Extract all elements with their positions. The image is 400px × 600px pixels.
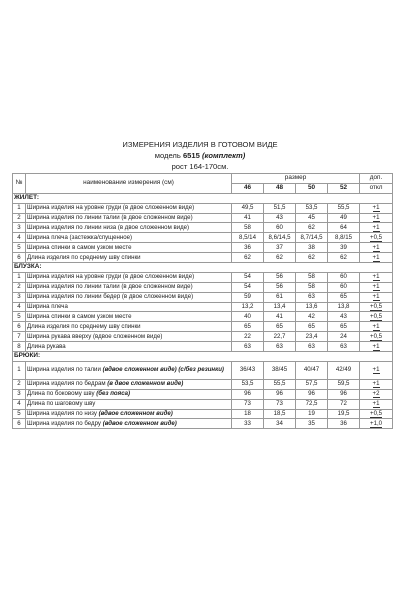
row-name-cell	[26, 332, 232, 342]
tolerance-value: +0,5	[370, 303, 383, 311]
value-cell: 23,4	[296, 332, 328, 342]
value-cell: 13,4	[264, 302, 296, 312]
tolerance-cell	[360, 342, 393, 352]
header-number: №	[13, 174, 26, 194]
row-number: 2	[13, 282, 26, 292]
value-cell: 65	[328, 292, 360, 302]
value-cell: 51,5	[264, 203, 296, 213]
row-name: Ширина изделия по линии талии (в двое сложенном виде)	[27, 283, 193, 291]
row-number: 2	[13, 379, 26, 389]
section-title: ЖИЛЕТ:	[13, 193, 393, 203]
table-row	[13, 322, 393, 332]
tolerance-value: +1	[372, 380, 380, 388]
value-cell: 19	[296, 409, 328, 419]
value-cell: 8,6/14,5	[264, 233, 296, 243]
row-name-cell	[26, 272, 232, 282]
row-name: Ширина изделия по бедру	[27, 419, 101, 427]
row-name: Длина рукава	[27, 342, 66, 350]
value-cell: 43	[328, 312, 360, 322]
value-cell: 61	[264, 292, 296, 302]
tolerance-cell	[360, 302, 393, 312]
value-cell: 55,5	[264, 379, 296, 389]
tolerance-value: +0,5	[370, 332, 383, 340]
table-row	[13, 379, 393, 389]
row-name-cell	[26, 203, 232, 213]
row-name: Ширина рукава вверху (вдвое сложенном виде)	[27, 332, 163, 340]
row-number: 6	[13, 253, 26, 263]
table-row	[13, 292, 393, 302]
row-number: 1	[13, 272, 26, 282]
row-number: 1	[13, 361, 26, 379]
tolerance-value: +1	[372, 366, 380, 374]
table-row	[13, 302, 393, 312]
value-cell: 38	[296, 243, 328, 253]
value-cell: 54	[232, 282, 264, 292]
row-name-note: (вдвое сложенном виде) (с/без резинки)	[102, 366, 224, 374]
header-size: размер	[232, 174, 360, 184]
value-cell: 49,5	[232, 203, 264, 213]
tolerance-cell	[360, 292, 393, 302]
value-cell: 96	[328, 389, 360, 399]
row-number: 6	[13, 322, 26, 332]
tolerance-value: +1	[372, 283, 380, 291]
value-cell: 58	[232, 223, 264, 233]
tolerance-cell	[360, 213, 393, 223]
row-number: 6	[13, 419, 26, 429]
row-name-note: (вдвое сложенном виде)	[102, 419, 177, 427]
value-cell: 56	[264, 282, 296, 292]
measurements-table	[12, 173, 393, 429]
row-name-cell	[26, 233, 232, 243]
row-name: Ширина изделия по низу	[27, 410, 97, 418]
value-cell: 40/47	[296, 361, 328, 379]
row-name-note: (в двое сложенном виде)	[107, 380, 184, 388]
tolerance-value: +1	[372, 223, 380, 231]
table-row	[13, 409, 393, 419]
value-cell: 49	[328, 213, 360, 223]
value-cell: 34	[264, 419, 296, 429]
table-row	[13, 282, 393, 292]
tolerance-value: +1	[372, 273, 380, 281]
tolerance-value: +1	[372, 400, 380, 408]
value-cell: 65	[328, 322, 360, 332]
value-cell: 36	[232, 243, 264, 253]
value-cell: 60	[328, 282, 360, 292]
value-cell: 40	[232, 312, 264, 322]
size-cell: 50	[296, 183, 328, 193]
value-cell: 62	[328, 253, 360, 263]
value-cell: 65	[264, 322, 296, 332]
section-title: БРЮКИ:	[13, 352, 393, 362]
value-cell: 37	[264, 243, 296, 253]
row-name-note: (вдвое сложенном виде)	[98, 410, 173, 418]
row-number: 3	[13, 389, 26, 399]
value-cell: 55,5	[328, 203, 360, 213]
row-number: 7	[13, 332, 26, 342]
row-name-cell	[26, 322, 232, 332]
tolerance-cell	[360, 282, 393, 292]
value-cell: 64	[328, 223, 360, 233]
table-row	[13, 272, 393, 282]
table-row	[13, 342, 393, 352]
row-number: 5	[13, 312, 26, 322]
value-cell: 57,5	[296, 379, 328, 389]
table-row	[13, 253, 393, 263]
row-name: Ширина изделия по талии	[27, 366, 101, 374]
value-cell: 22,7	[264, 332, 296, 342]
tolerance-cell	[360, 322, 393, 332]
value-cell: 8,8/15	[328, 233, 360, 243]
tolerance-value: +1,0	[370, 419, 383, 427]
row-name: Ширина спинки в самом узком месте	[27, 312, 132, 320]
value-cell: 8,7/14,5	[296, 233, 328, 243]
row-name: Ширина изделия по линии бедер (в двое сложенном виде)	[27, 293, 194, 301]
table-row	[13, 203, 393, 213]
tolerance-cell	[360, 379, 393, 389]
row-name: Ширина изделия на уровне груди (в двое сложенном виде)	[27, 273, 195, 281]
row-name: Ширина изделия на уровне груди (в двое сложенном виде)	[27, 204, 195, 212]
value-cell: 96	[296, 389, 328, 399]
value-cell: 8,5/14	[232, 233, 264, 243]
value-cell: 96	[232, 389, 264, 399]
value-cell: 62	[296, 253, 328, 263]
row-name: Длина изделия по среднему шву спинки	[27, 253, 141, 261]
value-cell: 39	[328, 243, 360, 253]
table-row	[13, 223, 393, 233]
row-name: Ширина спинки в самом узком месте	[27, 243, 132, 251]
tolerance-value: +1	[372, 243, 380, 251]
row-name: Ширина плеча (застежка/спущенное)	[27, 233, 133, 241]
value-cell: 41	[264, 312, 296, 322]
tolerance-cell	[360, 332, 393, 342]
row-name-cell	[26, 223, 232, 233]
value-cell: 58	[296, 282, 328, 292]
row-number: 4	[13, 233, 26, 243]
section-row	[13, 263, 393, 273]
row-name-cell	[26, 253, 232, 263]
row-number: 8	[13, 342, 26, 352]
size-cell: 48	[264, 183, 296, 193]
row-name-cell	[26, 282, 232, 292]
section-title: БЛУЗКА:	[13, 263, 393, 273]
tolerance-value: +1	[372, 253, 380, 261]
tolerance-value: +1	[372, 214, 380, 221]
row-name-cell	[26, 361, 232, 379]
row-name: Ширина изделия по линии низа (в двое сложенном виде)	[27, 223, 190, 231]
row-name: Длина по шаговому шву	[27, 400, 96, 408]
tolerance-value: +1	[372, 342, 380, 350]
table-row	[13, 419, 393, 429]
value-cell: 63	[296, 342, 328, 352]
size-cell: 52	[328, 183, 360, 193]
tolerance-cell	[360, 223, 393, 233]
row-name: Ширина изделия по линии талии (в двое сложенном виде)	[27, 214, 193, 221]
value-cell: 42/49	[328, 361, 360, 379]
row-number: 3	[13, 292, 26, 302]
value-cell: 63	[328, 342, 360, 352]
row-name-cell	[26, 312, 232, 322]
model-number: 6515	[182, 151, 200, 160]
header-tolerance-1: доп.	[360, 174, 393, 184]
value-cell: 63	[232, 342, 264, 352]
row-number: 3	[13, 223, 26, 233]
value-cell: 62	[264, 253, 296, 263]
value-cell: 58	[296, 272, 328, 282]
table-row	[13, 399, 393, 409]
row-name-note: (без пояса)	[96, 390, 131, 398]
value-cell: 59	[232, 292, 264, 302]
tolerance-cell	[360, 419, 393, 429]
table-body	[13, 174, 393, 429]
value-cell: 41	[232, 213, 264, 223]
tolerance-cell	[360, 243, 393, 253]
table-row	[13, 243, 393, 253]
tolerance-cell	[360, 272, 393, 282]
value-cell: 45	[296, 213, 328, 223]
row-name-cell	[26, 243, 232, 253]
value-cell: 62	[232, 253, 264, 263]
row-number: 5	[13, 409, 26, 419]
table-row	[13, 389, 393, 399]
table-row	[13, 361, 393, 379]
page-title: ИЗМЕРЕНИЯ ИЗДЕЛИЯ В ГОТОВОМ ВИДЕ	[122, 140, 278, 149]
value-cell: 33	[232, 419, 264, 429]
value-cell: 42	[296, 312, 328, 322]
row-number: 4	[13, 399, 26, 409]
value-cell: 96	[264, 389, 296, 399]
section-row	[13, 352, 393, 362]
tolerance-cell	[360, 312, 393, 322]
value-cell: 63	[264, 342, 296, 352]
tolerance-value: +1	[372, 204, 380, 212]
value-cell: 72	[328, 399, 360, 409]
tolerance-cell	[360, 409, 393, 419]
value-cell: 13,6	[296, 302, 328, 312]
row-number: 4	[13, 302, 26, 312]
model-line	[0, 150, 400, 161]
size-cell: 46	[232, 183, 264, 193]
row-name: Длина изделия по среднему шву спинки	[27, 322, 141, 330]
section-row	[13, 193, 393, 203]
tolerance-value: +0,5	[370, 410, 383, 418]
row-name-cell	[26, 419, 232, 429]
value-cell: 60	[328, 272, 360, 282]
tolerance-value: +0,5	[370, 312, 383, 320]
value-cell: 53,5	[232, 379, 264, 389]
table-row	[13, 312, 393, 322]
value-cell: 18,5	[264, 409, 296, 419]
tolerance-cell	[360, 253, 393, 263]
row-name-cell	[26, 399, 232, 409]
table-row	[13, 233, 393, 243]
row-name-cell	[26, 302, 232, 312]
value-cell: 18	[232, 409, 264, 419]
row-number: 5	[13, 243, 26, 253]
height-line: рост 164-170см.	[171, 162, 229, 171]
value-cell: 36	[328, 419, 360, 429]
value-cell: 38/45	[264, 361, 296, 379]
row-number: 1	[13, 203, 26, 213]
row-name: Ширина изделия по бедрам	[27, 380, 106, 388]
tolerance-cell	[360, 389, 393, 399]
table-row	[13, 213, 393, 223]
value-cell: 62	[296, 223, 328, 233]
value-cell: 65	[296, 322, 328, 332]
row-name-cell	[26, 342, 232, 352]
tolerance-cell	[360, 399, 393, 409]
value-cell: 56	[264, 272, 296, 282]
row-number: 2	[13, 213, 26, 223]
value-cell: 19,5	[328, 409, 360, 419]
row-name: Длина по боковому шву	[27, 390, 95, 398]
row-name: Ширина плеча	[27, 303, 68, 311]
value-cell: 36/43	[232, 361, 264, 379]
tolerance-cell	[360, 361, 393, 379]
header-name: наименование измерения (см)	[26, 174, 232, 194]
value-cell: 13,8	[328, 302, 360, 312]
value-cell: 73	[264, 399, 296, 409]
model-note: (комплект)	[201, 151, 246, 160]
table-row	[13, 332, 393, 342]
tolerance-value: +1	[372, 293, 380, 301]
value-cell: 22	[232, 332, 264, 342]
value-cell: 72,5	[296, 399, 328, 409]
value-cell: 59,5	[328, 379, 360, 389]
tolerance-value: +1	[372, 322, 380, 330]
value-cell: 24	[328, 332, 360, 342]
value-cell: 13,2	[232, 302, 264, 312]
row-name-cell	[26, 409, 232, 419]
value-cell: 54	[232, 272, 264, 282]
tolerance-cell	[360, 203, 393, 213]
row-name-cell	[26, 292, 232, 302]
value-cell: 43	[264, 213, 296, 223]
header-tolerance-2: откл	[360, 183, 393, 193]
model-prefix: модель	[154, 151, 181, 160]
row-name-cell	[26, 379, 232, 389]
value-cell: 73	[232, 399, 264, 409]
tolerance-value: +0,5	[370, 233, 383, 241]
tolerance-value: +2	[372, 390, 380, 398]
value-cell: 65	[232, 322, 264, 332]
value-cell: 53,5	[296, 203, 328, 213]
value-cell: 63	[296, 292, 328, 302]
row-name-cell	[26, 213, 232, 223]
table-header-row	[13, 174, 393, 184]
value-cell: 35	[296, 419, 328, 429]
tolerance-cell	[360, 233, 393, 243]
row-name-cell	[26, 389, 232, 399]
value-cell: 60	[264, 223, 296, 233]
